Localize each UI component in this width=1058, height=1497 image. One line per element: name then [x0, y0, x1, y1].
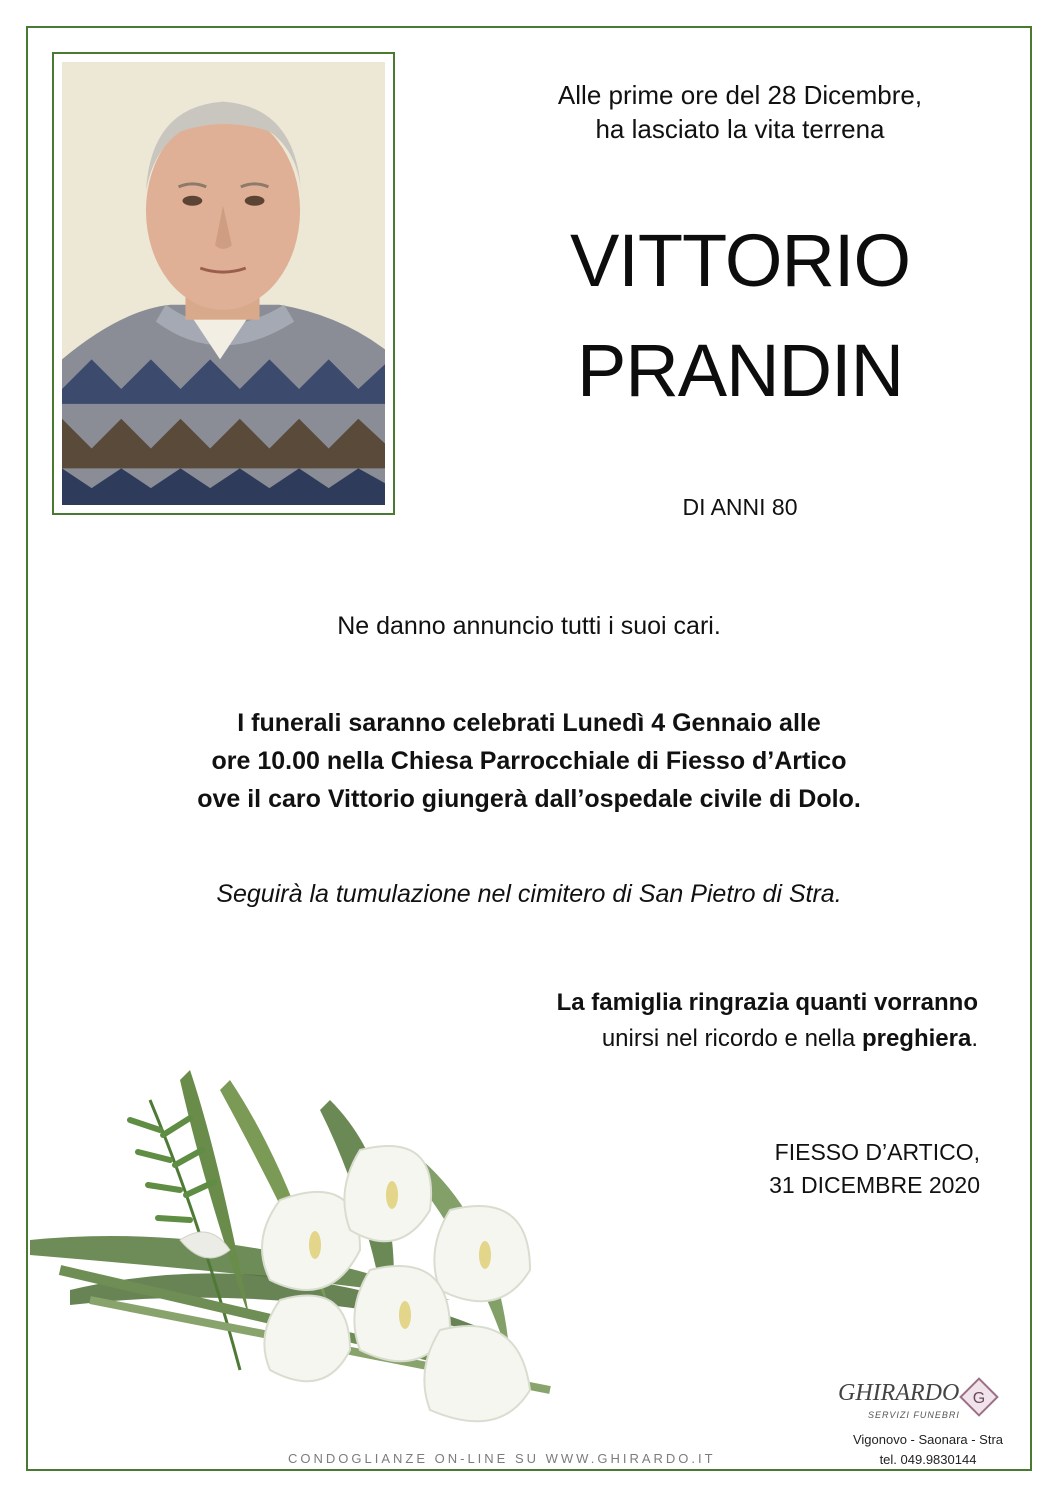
- funeral-line-2: ore 10.00 nella Chiesa Parrocchiale di Fiesso d’Artico: [211, 747, 847, 775]
- burial-text: Seguirà la tumulazione nel cimitero di San Pietro di Stra.: [216, 880, 842, 908]
- agency-address: [840, 1430, 1016, 1470]
- thanks-line-2-text: unirsi nel ricordo e nella: [601, 1025, 862, 1052]
- thanks-line-2: [418, 1021, 978, 1057]
- date-text: 31 DICEMBRE 2020: [769, 1172, 980, 1198]
- portrait-photo: [62, 62, 385, 505]
- funeral-line-1: I funerali saranno celebrati Lunedì 4 Gennaio alle: [237, 709, 821, 737]
- portrait-photo-icon: [62, 62, 385, 505]
- funeral-line-3: ove il caro Vittorio giungerà dall’ospedale civile di Dolo.: [197, 785, 861, 813]
- thanks-text: [418, 985, 978, 1057]
- thanks-line-2-bold: preghiera: [861, 1025, 972, 1052]
- agency-locations: Vigonovo - Saonara - Stra: [852, 1432, 1004, 1447]
- thanks-line-2-end: .: [971, 1025, 978, 1052]
- place-date: [580, 1136, 980, 1202]
- intro-text: [440, 78, 1040, 146]
- age-text: DI ANNI 80: [682, 494, 798, 520]
- agency-name: GHIRARDO: [838, 1380, 960, 1406]
- ghirardo-diamond-logo-icon: [958, 1376, 1000, 1418]
- agency-subtitle: SERVIZI FUNEBRI: [868, 1410, 960, 1420]
- thanks-line-1: La famiglia ringrazia quanti vorranno: [556, 989, 978, 1016]
- intro-line-2: ha lasciato la vita terrena: [595, 114, 885, 144]
- intro-line-1: Alle prime ore del 28 Dicembre,: [557, 80, 923, 110]
- place-text: FIESSO D’ARTICO,: [774, 1139, 980, 1165]
- announcement-text: Ne danno annuncio tutti i suoi cari.: [337, 612, 721, 640]
- agency-phone: tel. 049.9830144: [879, 1452, 977, 1467]
- deceased-last-name: PRANDIN: [576, 329, 904, 412]
- condolences-footer: CONDOGLIANZE ON-LINE SU WWW.GHIRARDO.IT: [288, 1451, 716, 1466]
- calla-lily-bouquet-icon: [30, 1040, 790, 1460]
- logo-letter: G: [972, 1390, 986, 1407]
- portrait-frame: [52, 52, 395, 515]
- deceased-first-name: VITTORIO: [569, 219, 911, 302]
- funeral-details: [0, 704, 1058, 818]
